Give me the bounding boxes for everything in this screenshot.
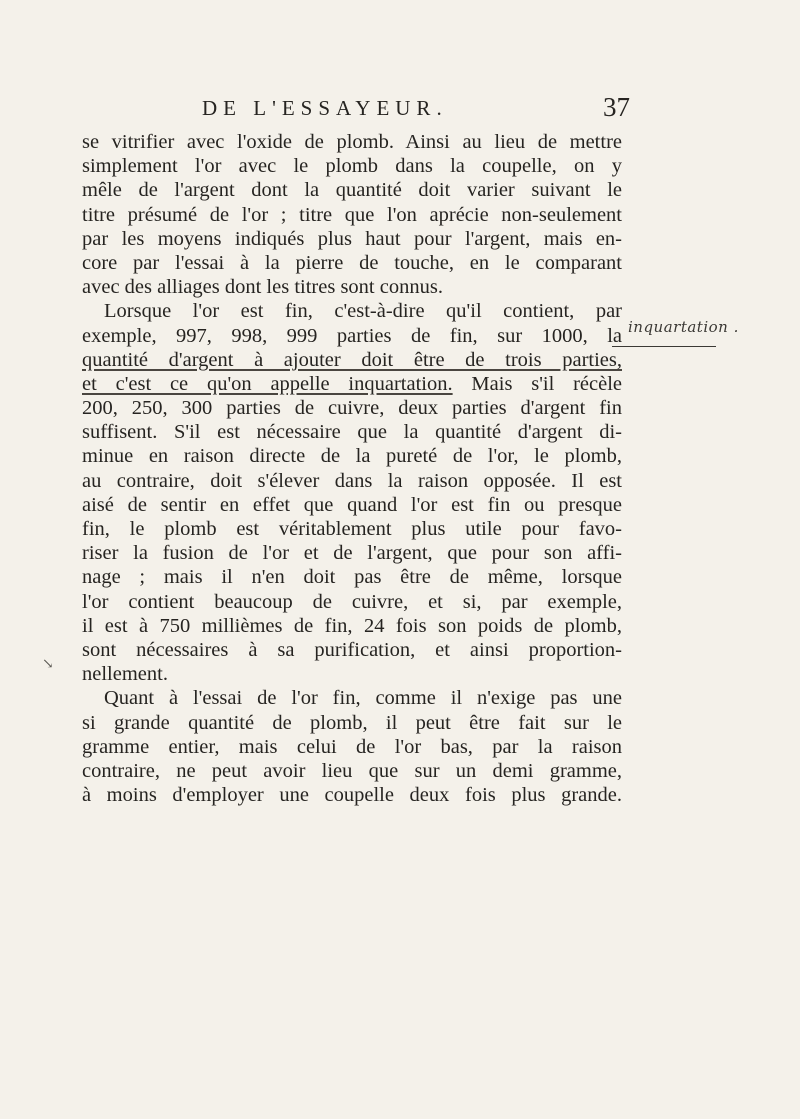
text-line: sont nécessaires à sa purification, et ainsi proportion- — [82, 638, 622, 661]
pencil-tick-mark: ↘ — [42, 656, 54, 672]
text-line-tail: Mais s'il récèle — [452, 372, 623, 395]
text-line: Lorsque l'or est fin, c'est-à-dire qu'il contient, par — [104, 300, 622, 323]
text-line: riser la fusion de l'or et de l'argent, que pour son affi- — [82, 542, 622, 565]
text-line: par les moyens indiqués plus haut pour l'argent, mais en- — [82, 227, 622, 250]
text-line: il est à 750 millièmes de fin, 24 fois son poids de plomb, — [82, 614, 622, 637]
text-line: mêle de l'argent dont la quantité doit varier suivant le — [82, 179, 622, 202]
text-line: minue en raison directe de la pureté de l'or, le plomb, — [82, 445, 622, 468]
text-line: gramme entier, mais celui de l'or bas, par la raison — [82, 735, 622, 758]
running-title: DE L'ESSAYEUR. — [202, 96, 448, 120]
page-number: 37 — [603, 92, 630, 122]
text-line: l'or contient beaucoup de cuivre, et si, par exemple, — [82, 590, 622, 613]
margin-note-rule — [612, 346, 716, 347]
text-line: core par l'essai à la pierre de touche, en le comparant — [82, 251, 622, 274]
text-line-underlined: quantité d'argent à ajouter doit être de trois parties, — [82, 348, 622, 371]
text-line: titre présumé de l'or ; titre que l'on aprécie non-seulement — [82, 203, 622, 226]
text-line: 200, 250, 300 parties de cuivre, deux parties d'argent fin — [82, 397, 622, 420]
text-line: suffisent. S'il est nécessaire que la quantité d'argent di- — [82, 421, 622, 444]
underlined-phrase: et c'est ce qu'on appelle inquartation. — [82, 372, 453, 395]
text-line: exemple, 997, 998, 999 parties de fin, sur 1000, la — [82, 324, 622, 347]
text-line: nellement. — [82, 663, 168, 686]
text-line: au contraire, doit s'élever dans la raison opposée. Il est — [82, 469, 622, 492]
text-line: avec des alliages dont les titres sont connus. — [82, 276, 443, 299]
text-line: à moins d'employer une coupelle deux fois plus grande. — [82, 784, 622, 807]
text-line: aisé de sentir en effet que quand l'or est fin ou presque — [82, 493, 622, 516]
text-line: simplement l'or avec le plomb dans la coupelle, on y — [82, 155, 622, 178]
text-line: fin, le plomb est véritablement plus utile pour favo- — [82, 518, 622, 540]
text-line: nage ; mais il n'en doit pas être de même, lorsque — [82, 566, 622, 589]
text-line: contraire, ne peut avoir lieu que sur un demi gramme, — [82, 759, 622, 782]
text-line — [82, 372, 622, 396]
handwritten-margin-note: inquartation . — [628, 318, 739, 336]
text-line: si grande quantité de plomb, il peut être fait sur le — [82, 711, 622, 734]
body-text — [82, 130, 622, 807]
text-line: se vitrifier avec l'oxide de plomb. Ainsi au lieu de mettre — [82, 131, 622, 153]
running-head — [202, 92, 630, 126]
text-line: Quant à l'essai de l'or fin, comme il n'exige pas une — [104, 687, 622, 710]
